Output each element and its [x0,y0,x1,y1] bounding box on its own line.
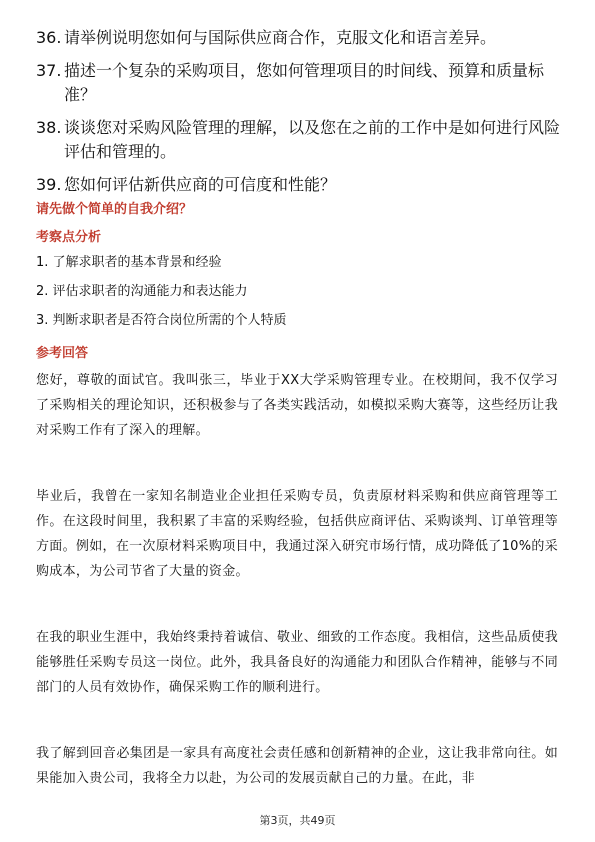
analysis-list [36,254,287,341]
analysis-heading: 考察点分析 [36,230,102,245]
question-number: 36. [36,28,62,47]
answer-paragraph: 我了解到回音必集团是一家具有高度社会责任感和创新精神的企业，这让我非常向往。如果能加入贵公司，我将全力以赴，为公司的发展贡献自己的力量。在此，非 [36,746,558,786]
question-item [36,116,566,164]
question-item [36,26,566,50]
question-item [36,173,566,197]
analysis-item: 2. 评估求职者的沟通能力和表达能力 [36,284,248,299]
page-footer: 第3页，共49页 [259,814,336,827]
question-number: 38. [36,118,62,137]
answer-paragraph: 在我的职业生涯中，我始终秉持着诚信、敬业、细致的工作态度。我相信，这些品质使我能够胜任采购专员这一岗位。此外，我具备良好的沟通能力和团队合作精神，能够与不同部门的人员有效协作，确保采购工作的顺利进行。 [36,630,558,695]
question-text: 您如何评估新供应商的可信度和性能？ [64,175,337,194]
question-item [36,59,566,107]
question-number: 37. [36,61,62,80]
question-text: 请举例说明您如何与国际供应商合作，克服文化和语言差异。 [64,28,497,47]
answer-paragraph: 您好，尊敬的面试官。我叫张三，毕业于XX大学采购管理专业。在校期间，我不仅学习了采购相关的理论知识，还积极参与了各类实践活动，如模拟采购大赛等，这些经历让我对采购工作有了深入的理解。 [36,373,558,438]
question-list [36,26,566,206]
question-number: 39. [36,175,62,194]
question-heading: 请先做个简单的自我介绍？ [36,202,193,217]
answer-heading: 参考回答 [36,346,89,361]
analysis-item: 1. 了解求职者的基本背景和经验 [36,255,222,270]
analysis-item: 3. 判断求职者是否符合岗位所需的个人特质 [36,313,287,328]
question-text: 谈谈您对采购风险管理的理解，以及您在之前的工作中是如何进行风险评估和管理的。 [64,118,561,161]
answer-paragraph: 毕业后，我曾在一家知名制造业企业担任采购专员，负责原材料采购和供应商管理等工作。在这段时间里，我积累了丰富的采购经验，包括供应商评估、采购谈判、订单管理等方面。例如，在一次原材料采购项目中，我通过深入研究市场行情，成功降低了10%的采购成本，为公司节省了大量的资金。 [36,489,558,579]
question-text: 描述一个复杂的采购项目，您如何管理项目的时间线、预算和质量标准？ [64,61,545,104]
